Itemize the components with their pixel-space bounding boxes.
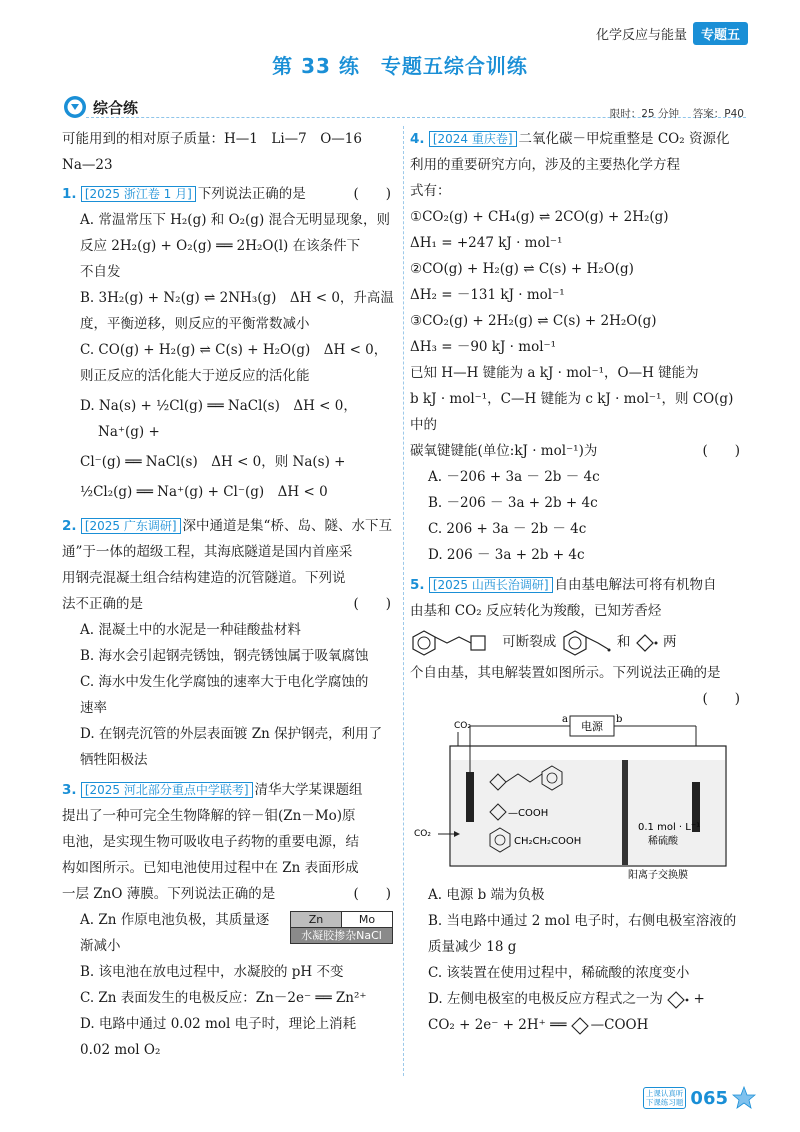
question-stem: 式有： bbox=[410, 183, 451, 199]
question-1 bbox=[62, 181, 397, 505]
page-footer bbox=[643, 1086, 756, 1110]
option-d-cont: ½Cl₂(g) ══ Na⁺(g) + Cl⁻(g) ΔH < 0 bbox=[80, 484, 328, 500]
atomic-masses-line: Na—23 bbox=[62, 157, 113, 173]
option-d: D. Na(s) + ½Cl(g) ══ NaCl(s) ΔH < 0，Na⁺(g) + bbox=[80, 398, 357, 440]
option-c: C. 海水中发生化学腐蚀的速率大于电化学腐蚀的 bbox=[80, 674, 369, 690]
cooh-label: —COOH bbox=[508, 808, 549, 819]
option-a: A. 常温常压下 H₂(g) 和 O₂(g) 混合无明显现象，则 bbox=[80, 212, 391, 228]
enthalpy-3: ΔH₃ = －90 kJ · mol⁻¹ bbox=[410, 339, 557, 355]
option-a: A. Zn 作原电池负极，其质量逐 bbox=[80, 912, 270, 928]
enthalpy-2: ΔH₂ = －131 kJ · mol⁻¹ bbox=[410, 287, 565, 303]
option-a: A. 电源 b 端为负极 bbox=[428, 887, 545, 903]
question-stem: 通”于一体的超级工程，其海底隧道是国内首座采 bbox=[62, 544, 353, 560]
option-a-cont: 反应 2H₂(g) + O₂(g) ══ 2H₂O(l) 在该条件下 bbox=[80, 238, 361, 254]
option-b-cont: 度，平衡逆移，则反应的平衡常数减小 bbox=[80, 316, 310, 332]
question-number: 1. bbox=[62, 186, 77, 202]
question-stem-structures bbox=[410, 624, 746, 660]
equation-1: ①CO₂(g) + CH₄(g) ⇌ 2CO(g) + 2H₂(g) bbox=[410, 209, 669, 225]
cation-exchange-membrane bbox=[622, 760, 628, 865]
option-c: C. Zn 表面发生的电极反应：Zn－2e⁻ ══ Zn²⁺ bbox=[80, 990, 367, 1006]
option-c-cont: 速率 bbox=[80, 700, 107, 716]
option-b-cont: 质量减少 18 g bbox=[428, 939, 517, 955]
question-stem: 二氧化碳－甲烷重整是 CO₂ 资源化 bbox=[518, 131, 730, 147]
mo-electrode: Mo bbox=[342, 912, 392, 928]
atomic-masses bbox=[62, 126, 397, 178]
question-4 bbox=[410, 126, 746, 568]
option-c: C. 该装置在使用过程中，稀硫酸的浓度变小 bbox=[428, 965, 690, 981]
option-d-cont: Cl⁻(g) ══ NaCl(s) ΔH < 0，则 Na(s) + bbox=[80, 454, 346, 470]
topic-tag: 专题五 bbox=[693, 22, 748, 45]
terminal-a-label: a bbox=[562, 714, 568, 725]
option-b: B. －206 － 3a + 2b + 4c bbox=[428, 495, 598, 511]
practice-icon bbox=[62, 94, 88, 120]
option-c: C. CO(g) + H₂(g) ⇌ C(s) + H₂O(g) ΔH < 0， bbox=[80, 342, 388, 358]
question-5 bbox=[410, 572, 746, 1038]
enthalpy-1: ΔH₁ = +247 kJ · mol⁻¹ bbox=[410, 235, 563, 251]
question-stem: 下列说法正确的是 bbox=[197, 186, 306, 202]
question-stem: 已知 H—H 键能为 a kJ · mol⁻¹，O—H 键能为 bbox=[410, 365, 699, 381]
option-d: D. 左侧电极室的电极反应方程式之一为 + bbox=[428, 991, 705, 1007]
option-d-cont: 牺牲阳极法 bbox=[80, 752, 148, 768]
battery-diagram bbox=[290, 911, 393, 944]
option-b: B. 海水会引起钢壳锈蚀，钢壳锈蚀属于吸氧腐蚀 bbox=[80, 648, 369, 664]
question-stem: 个自由基，其电解装置如图所示。下列说法正确的是 bbox=[410, 665, 721, 681]
question-source: [2025 河北部分重点中学联考] bbox=[81, 782, 253, 798]
page-number: 065 bbox=[690, 1087, 728, 1109]
question-stem: 一层 ZnO 薄膜。下列说法正确的是 bbox=[62, 886, 276, 902]
cyclobutyl-radical-structure bbox=[667, 991, 689, 1009]
co2-inlet-label: CO₂ bbox=[414, 829, 431, 839]
question-stem: 可断裂成 bbox=[502, 634, 557, 650]
option-c-cont: 则正反应的活化能大于逆反应的活化能 bbox=[80, 368, 310, 384]
aromatic-hydrocarbon-structure bbox=[410, 628, 498, 658]
question-stem: 清华大学某课题组 bbox=[254, 782, 363, 798]
question-stem: 电池，是实现生物可吸收电子药物的重要电源，结 bbox=[62, 834, 359, 850]
question-stem: 用钢壳混凝土组合结构建造的沉管隧道。下列说 bbox=[62, 570, 346, 586]
equation-2: ②CO(g) + H₂(g) ⇌ C(s) + H₂O(g) bbox=[410, 261, 634, 277]
cyclobutyl-radical-structure bbox=[635, 633, 659, 653]
question-stem: 碳氧键键能(单位:kJ · mol⁻¹)为 bbox=[410, 443, 598, 459]
question-stem: 利用的重要研究方向，涉及的主要热化学方程 bbox=[410, 157, 680, 173]
question-stem: 构如图所示。已知电池使用过程中在 Zn 表面形成 bbox=[62, 860, 359, 876]
column-divider bbox=[403, 126, 404, 1076]
option-b: B. 当电路中通过 2 mol 电子时，右侧电极室溶液的 bbox=[428, 913, 737, 929]
answer-blank: ( ) bbox=[702, 691, 740, 707]
question-3 bbox=[62, 777, 397, 1063]
option-d-cont: 0.02 mol O₂ bbox=[80, 1042, 161, 1058]
acid-concentration-label: 0.1 mol · L⁻¹ bbox=[638, 822, 701, 833]
question-source: [2025 山西长治调研] bbox=[429, 577, 553, 593]
footer-slogan bbox=[643, 1087, 687, 1109]
option-b: B. 3H₂(g) + N₂(g) ⇌ 2NH₃(g) ΔH < 0，升高温 bbox=[80, 290, 394, 306]
question-number: 2. bbox=[62, 518, 77, 534]
cyclobutane-ring-structure bbox=[571, 1017, 591, 1035]
option-b: B. 该电池在放电过程中，水凝胶的 pH 不变 bbox=[80, 964, 344, 980]
acid-name-label: 稀硫酸 bbox=[648, 836, 678, 847]
option-a-cont: 渐减小 bbox=[80, 938, 121, 954]
right-column bbox=[410, 126, 746, 1038]
question-number: 5. bbox=[410, 577, 425, 593]
option-d: D. 206 － 3a + 2b + 4c bbox=[428, 547, 585, 563]
chapter-header bbox=[596, 22, 748, 45]
question-stem: 提出了一种可完全生物降解的锌－钼(Zn－Mo)原 bbox=[62, 808, 356, 824]
star-mascot-icon bbox=[732, 1086, 756, 1110]
answer-blank: ( ) bbox=[353, 596, 391, 612]
membrane-label: 阳离子交换膜 bbox=[628, 870, 688, 881]
co2-outlet-label: CO₂ bbox=[454, 721, 471, 731]
question-stem: 深中通道是集“桥、岛、隧、水下互 bbox=[182, 518, 392, 534]
question-2 bbox=[62, 513, 397, 773]
answer-blank: ( ) bbox=[702, 443, 740, 459]
left-electrode bbox=[466, 772, 474, 822]
time-limit-info bbox=[610, 106, 744, 121]
atomic-masses-line: 可能用到的相对原子质量：H—1 Li—7 O—16 bbox=[62, 131, 362, 147]
product-label: CH₂CH₂COOH bbox=[514, 836, 582, 847]
option-a-cont: 不自发 bbox=[80, 264, 121, 280]
chapter-title: 化学反应与能量 bbox=[595, 28, 687, 43]
question-source: [2024 重庆卷] bbox=[429, 131, 517, 147]
section-label: 综合练 bbox=[93, 98, 139, 117]
option-a: A. －206 + 3a － 2b － 4c bbox=[428, 469, 600, 485]
question-stem: 法不正确的是 bbox=[62, 596, 143, 612]
question-number: 4. bbox=[410, 131, 425, 147]
question-number: 3. bbox=[62, 782, 77, 798]
answer-blank: ( ) bbox=[353, 186, 391, 202]
option-a: A. 混凝土中的水泥是一种硅酸盐材料 bbox=[80, 622, 301, 638]
equation-3: ③CO₂(g) + 2H₂(g) ⇌ C(s) + 2H₂O(g) bbox=[410, 313, 657, 329]
question-source: [2025 广东调研] bbox=[81, 518, 181, 534]
slogan-line: 上课认真听 bbox=[645, 1089, 684, 1098]
slogan-line: 下课练习题 bbox=[645, 1098, 684, 1107]
question-stem: 由基和 CO₂ 反应转化为羧酸，已知芳香烃 bbox=[410, 603, 662, 619]
answer-ref: 答案：P40 bbox=[692, 108, 744, 120]
electrolysis-apparatus-diagram bbox=[410, 712, 746, 882]
option-d: D. 电路中通过 0.02 mol 电子时，理论上消耗 bbox=[80, 1016, 357, 1032]
option-c: C. 206 + 3a － 2b － 4c bbox=[428, 521, 587, 537]
option-d-cont: CO₂ + 2e⁻ + 2H⁺ ══ —COOH bbox=[428, 1017, 649, 1033]
option-d: D. 在钢壳沉管的外层表面镀 Zn 保护钢壳，利用了 bbox=[80, 726, 383, 742]
benzyl-ethyl-radical-structure bbox=[561, 628, 613, 658]
question-source: [2025 浙江卷 1 月] bbox=[81, 186, 196, 202]
power-label: 电源 bbox=[581, 720, 603, 733]
hydrogel-electrolyte: 水凝胶掺杂NaCl bbox=[291, 928, 392, 943]
time-limit: 限时：25 分钟 bbox=[609, 108, 679, 120]
left-column bbox=[62, 126, 397, 1063]
question-stem: 两 bbox=[662, 634, 677, 650]
terminal-b-label: b bbox=[616, 714, 623, 725]
zn-electrode: Zn bbox=[291, 912, 342, 928]
answer-blank: ( ) bbox=[353, 886, 391, 902]
page-title: 第 33 练 专题五综合训练 bbox=[272, 54, 528, 78]
question-stem: 和 bbox=[616, 634, 631, 650]
question-stem: 自由基电解法可将有机物自 bbox=[554, 577, 717, 593]
question-stem: b kJ · mol⁻¹，C—H 键能为 c kJ · mol⁻¹，则 CO(g) 中的 bbox=[410, 391, 734, 433]
